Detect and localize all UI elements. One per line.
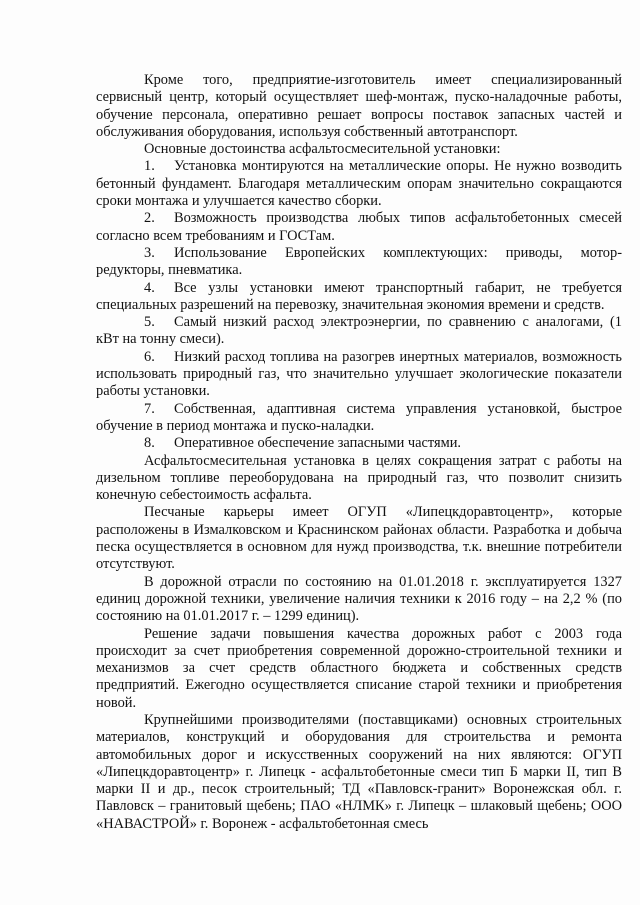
- list-number: 6.: [144, 348, 155, 365]
- list-item-text: Оперативное обеспечение запасными частями.: [174, 435, 462, 452]
- list-number: 8.: [144, 435, 155, 452]
- paragraph-quality-improvement: [96, 626, 622, 712]
- paragraph-text: Кроме того, предприятие-изготовитель имеет специализированный сервисный центр, который осуществляет шеф-монтаж, пуско-наладочные работы, обучение персонала, оперативно решает вопросы поставок запасных частей и обслуживания оборудования, используя собственный автотранспорт.: [96, 72, 622, 140]
- paragraph-gas-conversion: [96, 453, 622, 505]
- list-item-text: Использование Европейских комплектующих: приводы, мотор-редукторы, пневматика.: [96, 244, 622, 279]
- paragraph-text: Асфальтосмесительная установка в целях сокращения затрат с работы на дизельном топливе переоборудована на природный газ, что позволит снизить конечную себестоимость асфальта.: [96, 452, 622, 504]
- paragraph-text: Крупнейшими производителями (поставщиками) основных строительных материалов, конструкций и оборудования для строительства и ремонта автомобильных дорог и искусственных сооружений на них являются: ОГУП «Липецкдоравтоцентр» г. Липецк - асфальтобетонные смеси тип Б марки II, тип В марки II и др., песок строительный; ТД «Павловск-гранит» Воронежская обл. г. Павловск – гранитовый щебень; ПАО «НЛМК» г. Липецк – шлаковый щебень; ООО «НАВАСТРОЙ» г. Воронеж - асфальтобетонная смесь: [96, 711, 622, 832]
- paragraph-text: Решение задачи повышения качества дорожных работ с 2003 года происходит за счет приобретения современной дорожно-строительной техники и механизмов за счет средств областного бюджета и собственных средств предприятий. Ежегодно осуществляется списание старой техники и приобретения новой.: [96, 625, 622, 711]
- list-item-2: [96, 210, 622, 245]
- list-number: 2.: [144, 210, 155, 227]
- list-item-1: [96, 158, 622, 210]
- list-item-text: Низкий расход топлива на разогрев инертных материалов, возможность использовать природный газ, что значительно улучшает экологические показатели работы установки.: [96, 348, 622, 400]
- list-number: 5.: [144, 314, 155, 331]
- list-item-4: [96, 280, 622, 315]
- list-item-text: Возможность производства любых типов асфальтобетонных смесей согласно всем требованиям и ГОСТам.: [96, 210, 622, 244]
- paragraph-text: В дорожной отрасли по состоянию на 01.01.2018 г. эксплуатируется 1327 единиц дорожной техники, увеличение наличия техники к 2016 году – на 2,2 % (по состоянию на 01.01.2017 г. – 1299 единиц).: [96, 573, 622, 625]
- list-number: 1.: [144, 158, 155, 175]
- paragraph-road-equipment: [96, 574, 622, 626]
- list-item-text: Установка монтируются на металлические опоры. Не нужно возводить бетонный фундамент. Благодаря металлическим опорам значительно сокращаются сроки монтажа и улучшается качество сборки.: [96, 158, 622, 210]
- list-item-8: [96, 435, 622, 452]
- list-item-text: Собственная, адаптивная система управления установкой, быстрое обучение в период монтажа и пуско-наладки.: [96, 400, 622, 434]
- list-item-text: Все узлы установки имеют транспортный габарит, не требуется специальных разрешений на перевозку, значительная экономия времени и средств.: [96, 279, 622, 313]
- list-number: 3.: [144, 244, 155, 261]
- list-number: 7.: [144, 400, 155, 417]
- document-body: [96, 72, 622, 833]
- paragraph-advantages-heading: [96, 141, 622, 158]
- list-item-5: [96, 314, 622, 349]
- paragraph-service-center: [96, 72, 622, 141]
- list-item-7: [96, 401, 622, 436]
- list-number: 4.: [144, 279, 155, 296]
- list-item-6: [96, 349, 622, 401]
- list-item-3: [96, 245, 622, 280]
- paragraph-text: Основные достоинства асфальтосмесительной установки:: [144, 141, 501, 158]
- paragraph-sand-quarries: [96, 504, 622, 573]
- paragraph-text: Песчаные карьеры имеет ОГУП «Липецкдоравтоцентр», которые расположены в Измалковском и Краснинском районах области. Разработка и добыча песка осуществляется в основном для нужд производства, т.к. внешние потребители отсутствуют.: [96, 504, 622, 573]
- list-item-text: Самый низкий расход электроэнергии, по сравнению с аналогами, (1 кВт на тонну смеси).: [96, 314, 622, 348]
- paragraph-suppliers: [96, 712, 622, 833]
